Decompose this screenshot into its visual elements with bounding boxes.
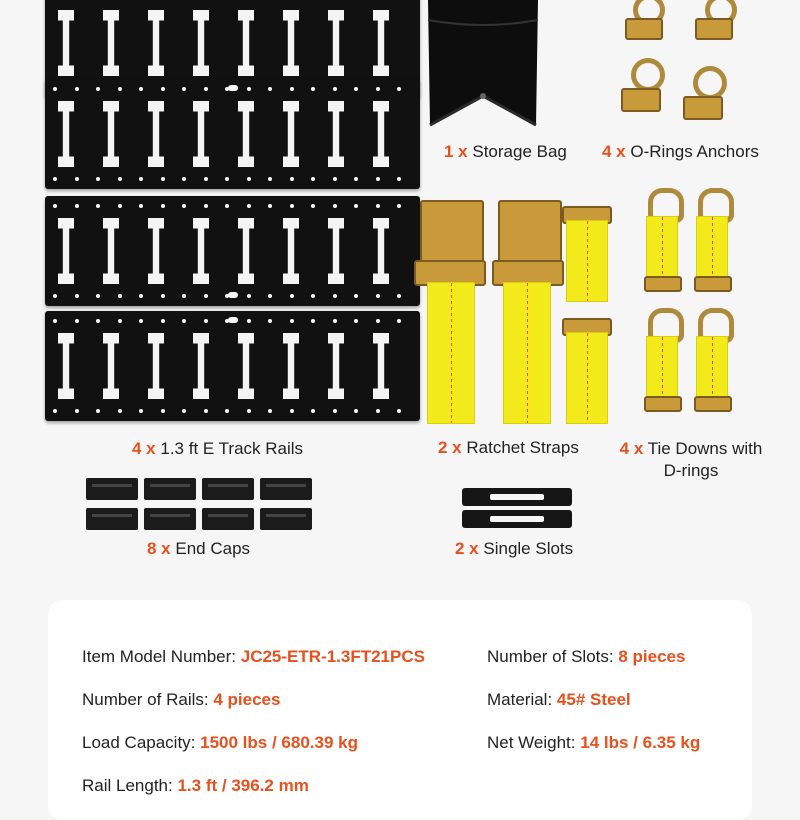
rail-bolt-hole [204,294,208,298]
rail-slot [193,218,209,284]
rail-bolt-hole [354,319,358,323]
tie-downs-label-2: D-rings [663,461,719,480]
rail-bolt-hole [182,409,186,413]
rail-bolt-hole [268,319,272,323]
rail-bolt-hole [161,409,165,413]
rail-bolt-hole [376,204,380,208]
rail-bolt-hole [354,294,358,298]
rail-bolt-hole [75,204,79,208]
rail-bolt-hole [118,294,122,298]
o-rings-caption [602,142,759,162]
spec-value: JC25-ETR-1.3FT21PCS [240,647,425,666]
rail-bolt-hole [311,87,315,91]
rail-bolt-hole [53,177,57,181]
rail-bolt-hole [397,177,401,181]
rail-bolt-hole [333,319,337,323]
rail-bolt-hole [247,409,251,413]
rail-slot [148,101,164,167]
rail-slot [148,218,164,284]
spec-load-capacity [82,733,358,753]
rail-bolt-hole [333,87,337,91]
rail-bolt-hole [290,294,294,298]
e-track-rail [45,311,420,421]
rail-bolt-hole [333,177,337,181]
rail-bolt-hole [311,204,315,208]
rail-bolt-hole [397,87,401,91]
rail-slot [328,333,344,399]
rail-bolt-hole [53,319,57,323]
rail-bolt-hole [75,319,79,323]
single-slots-caption [455,539,573,559]
spec-value: 1500 lbs / 680.39 kg [200,733,358,752]
rail-bolt-hole [75,294,79,298]
end-caps-label: End Caps [175,539,251,558]
rail-slot [58,10,74,76]
rail-bolt-hole [139,409,143,413]
rail-bolt-hole [376,294,380,298]
ratchet-straps-label: Ratchet Straps [466,438,579,457]
spec-value: 8 pieces [618,647,686,666]
o-rings-label: O-Rings Anchors [630,142,759,161]
rail-slot [373,10,389,76]
rail-bolt-hole [290,87,294,91]
rail-bolt-hole [311,177,315,181]
rail-bolt-hole [118,319,122,323]
rail-bolt-hole [75,409,79,413]
rail-bolt-hole [182,204,186,208]
end-caps-qty: 8 x [147,539,171,558]
rail-bolt-hole [333,294,337,298]
rail-bolt-hole [268,87,272,91]
rail-bolt-hole [247,177,251,181]
tie-downs-qty: 4 x [619,439,644,458]
rail-bolt-hole [268,177,272,181]
rail-slot [283,333,299,399]
e-track-rail [45,196,420,306]
storage-bag-label: Storage Bag [472,142,567,161]
rail-bolt-hole [53,87,57,91]
e-track-rail [45,79,420,189]
rail-slot [283,10,299,76]
rail-slot [103,333,119,399]
rail-bolt-hole [376,409,380,413]
rail-bolt-hole [397,409,401,413]
rail-bolt-hole [204,319,208,323]
rail-bolt-hole [75,177,79,181]
single-slots-label: Single Slots [483,539,574,558]
rail-slot [238,333,254,399]
rail-bolt-hole [354,177,358,181]
rail-slot [373,101,389,167]
spec-number-of-slots [487,647,685,667]
rail-bolt-hole [290,319,294,323]
o-ring-anchors-image [615,0,755,132]
end-caps-image [86,474,326,536]
rail-bolt-hole [139,177,143,181]
rail-bolt-hole [204,409,208,413]
spec-label: Number of Rails: [82,690,209,709]
spec-label: Load Capacity: [82,733,196,752]
rail-bolt-hole [354,204,358,208]
rail-center-notch [228,292,238,298]
rail-bolt-hole [397,319,401,323]
spec-net-weight [487,733,700,753]
spec-material [487,690,631,710]
rails-qty: 4 x [132,439,156,458]
rail-bolt-hole [182,177,186,181]
rail-slot [103,10,119,76]
spec-value: 4 pieces [213,690,281,709]
spec-model-number [82,647,425,667]
rail-bolt-hole [354,87,358,91]
rails-label: 1.3 ft E Track Rails [160,439,304,458]
rail-bolt-hole [225,409,229,413]
rail-slot [58,101,74,167]
rail-bolt-hole [53,204,57,208]
spec-value: 14 lbs / 6.35 kg [580,733,701,752]
rail-bolt-hole [376,319,380,323]
rail-slot [58,333,74,399]
storage-bag-caption [444,142,567,162]
spec-label: Number of Slots: [487,647,614,666]
rail-bolt-hole [161,87,165,91]
rail-bolt-hole [247,294,251,298]
rail-slot [193,10,209,76]
rail-bolt-hole [182,294,186,298]
rail-bolt-hole [139,319,143,323]
spec-value: 1.3 ft / 396.2 mm [177,776,309,795]
rail-slot [328,10,344,76]
rail-bolt-hole [247,87,251,91]
rail-bolt-hole [311,409,315,413]
rail-bolt-hole [333,204,337,208]
rail-bolt-hole [247,319,251,323]
rail-slot [238,10,254,76]
rail-slot [328,101,344,167]
rail-bolt-hole [397,204,401,208]
rail-slot [193,101,209,167]
rail-slot [238,218,254,284]
rail-bolt-hole [225,204,229,208]
rail-slot [58,218,74,284]
rail-bolt-hole [376,177,380,181]
rail-bolt-hole [354,409,358,413]
rail-slot [373,333,389,399]
rail-center-notch [228,85,238,91]
rail-slot [103,101,119,167]
spec-label: Material: [487,690,553,709]
single-slots-image [462,488,572,532]
rail-center-notch [228,317,238,323]
storage-bag-image [408,0,558,135]
rail-bolt-hole [75,87,79,91]
rail-bolt-hole [182,319,186,323]
rail-bolt-hole [53,409,57,413]
rail-bolt-hole [139,204,143,208]
rail-bolt-hole [161,204,165,208]
tie-downs-label: Tie Downs with [647,439,763,458]
rail-slot [373,218,389,284]
rail-slot [148,10,164,76]
rail-slot [283,101,299,167]
rail-bolt-hole [290,177,294,181]
rail-bolt-hole [268,294,272,298]
rail-bolt-hole [118,177,122,181]
storage-bag-qty: 1 x [444,142,468,161]
rail-bolt-hole [311,294,315,298]
rail-slot [103,218,119,284]
rail-bolt-hole [161,319,165,323]
rail-bolt-hole [118,87,122,91]
spec-label: Rail Length: [82,776,173,795]
single-slots-qty: 2 x [455,539,479,558]
ratchet-straps-qty: 2 x [438,438,462,457]
rail-bolt-hole [118,204,122,208]
rail-bolt-hole [96,409,100,413]
rail-bolt-hole [376,87,380,91]
rail-bolt-hole [333,409,337,413]
spec-label: Item Model Number: [82,647,236,666]
tie-downs-caption [610,438,772,482]
ratchet-straps-image [410,190,620,430]
o-rings-qty: 4 x [602,142,626,161]
rail-bolt-hole [204,177,208,181]
rail-bolt-hole [311,319,315,323]
rail-bolt-hole [290,409,294,413]
spec-label: Net Weight: [487,733,576,752]
rails-caption [132,439,303,459]
rail-bolt-hole [247,204,251,208]
rail-bolt-hole [225,177,229,181]
rail-slot [193,333,209,399]
rail-bolt-hole [204,204,208,208]
rail-bolt-hole [139,87,143,91]
ratchet-straps-caption [438,438,579,458]
rail-bolt-hole [397,294,401,298]
rail-bolt-hole [268,204,272,208]
rail-slot [148,333,164,399]
rail-bolt-hole [96,319,100,323]
rail-bolt-hole [96,177,100,181]
spec-number-of-rails [82,690,280,710]
rail-bolt-hole [96,294,100,298]
rail-bolt-hole [118,409,122,413]
tie-downs-image [638,188,738,423]
rail-slot [238,101,254,167]
rail-bolt-hole [139,294,143,298]
rail-bolt-hole [204,87,208,91]
rail-slot [283,218,299,284]
rail-bolt-hole [161,294,165,298]
rail-bolt-hole [96,87,100,91]
rail-bolt-hole [53,294,57,298]
rail-bolt-hole [161,177,165,181]
rail-bolt-hole [182,87,186,91]
spec-rail-length [82,776,309,796]
end-caps-caption [147,539,250,559]
rail-slot [328,218,344,284]
spec-value: 45# Steel [556,690,631,709]
rail-bolt-hole [268,409,272,413]
rail-bolt-hole [96,204,100,208]
rail-bolt-hole [290,204,294,208]
